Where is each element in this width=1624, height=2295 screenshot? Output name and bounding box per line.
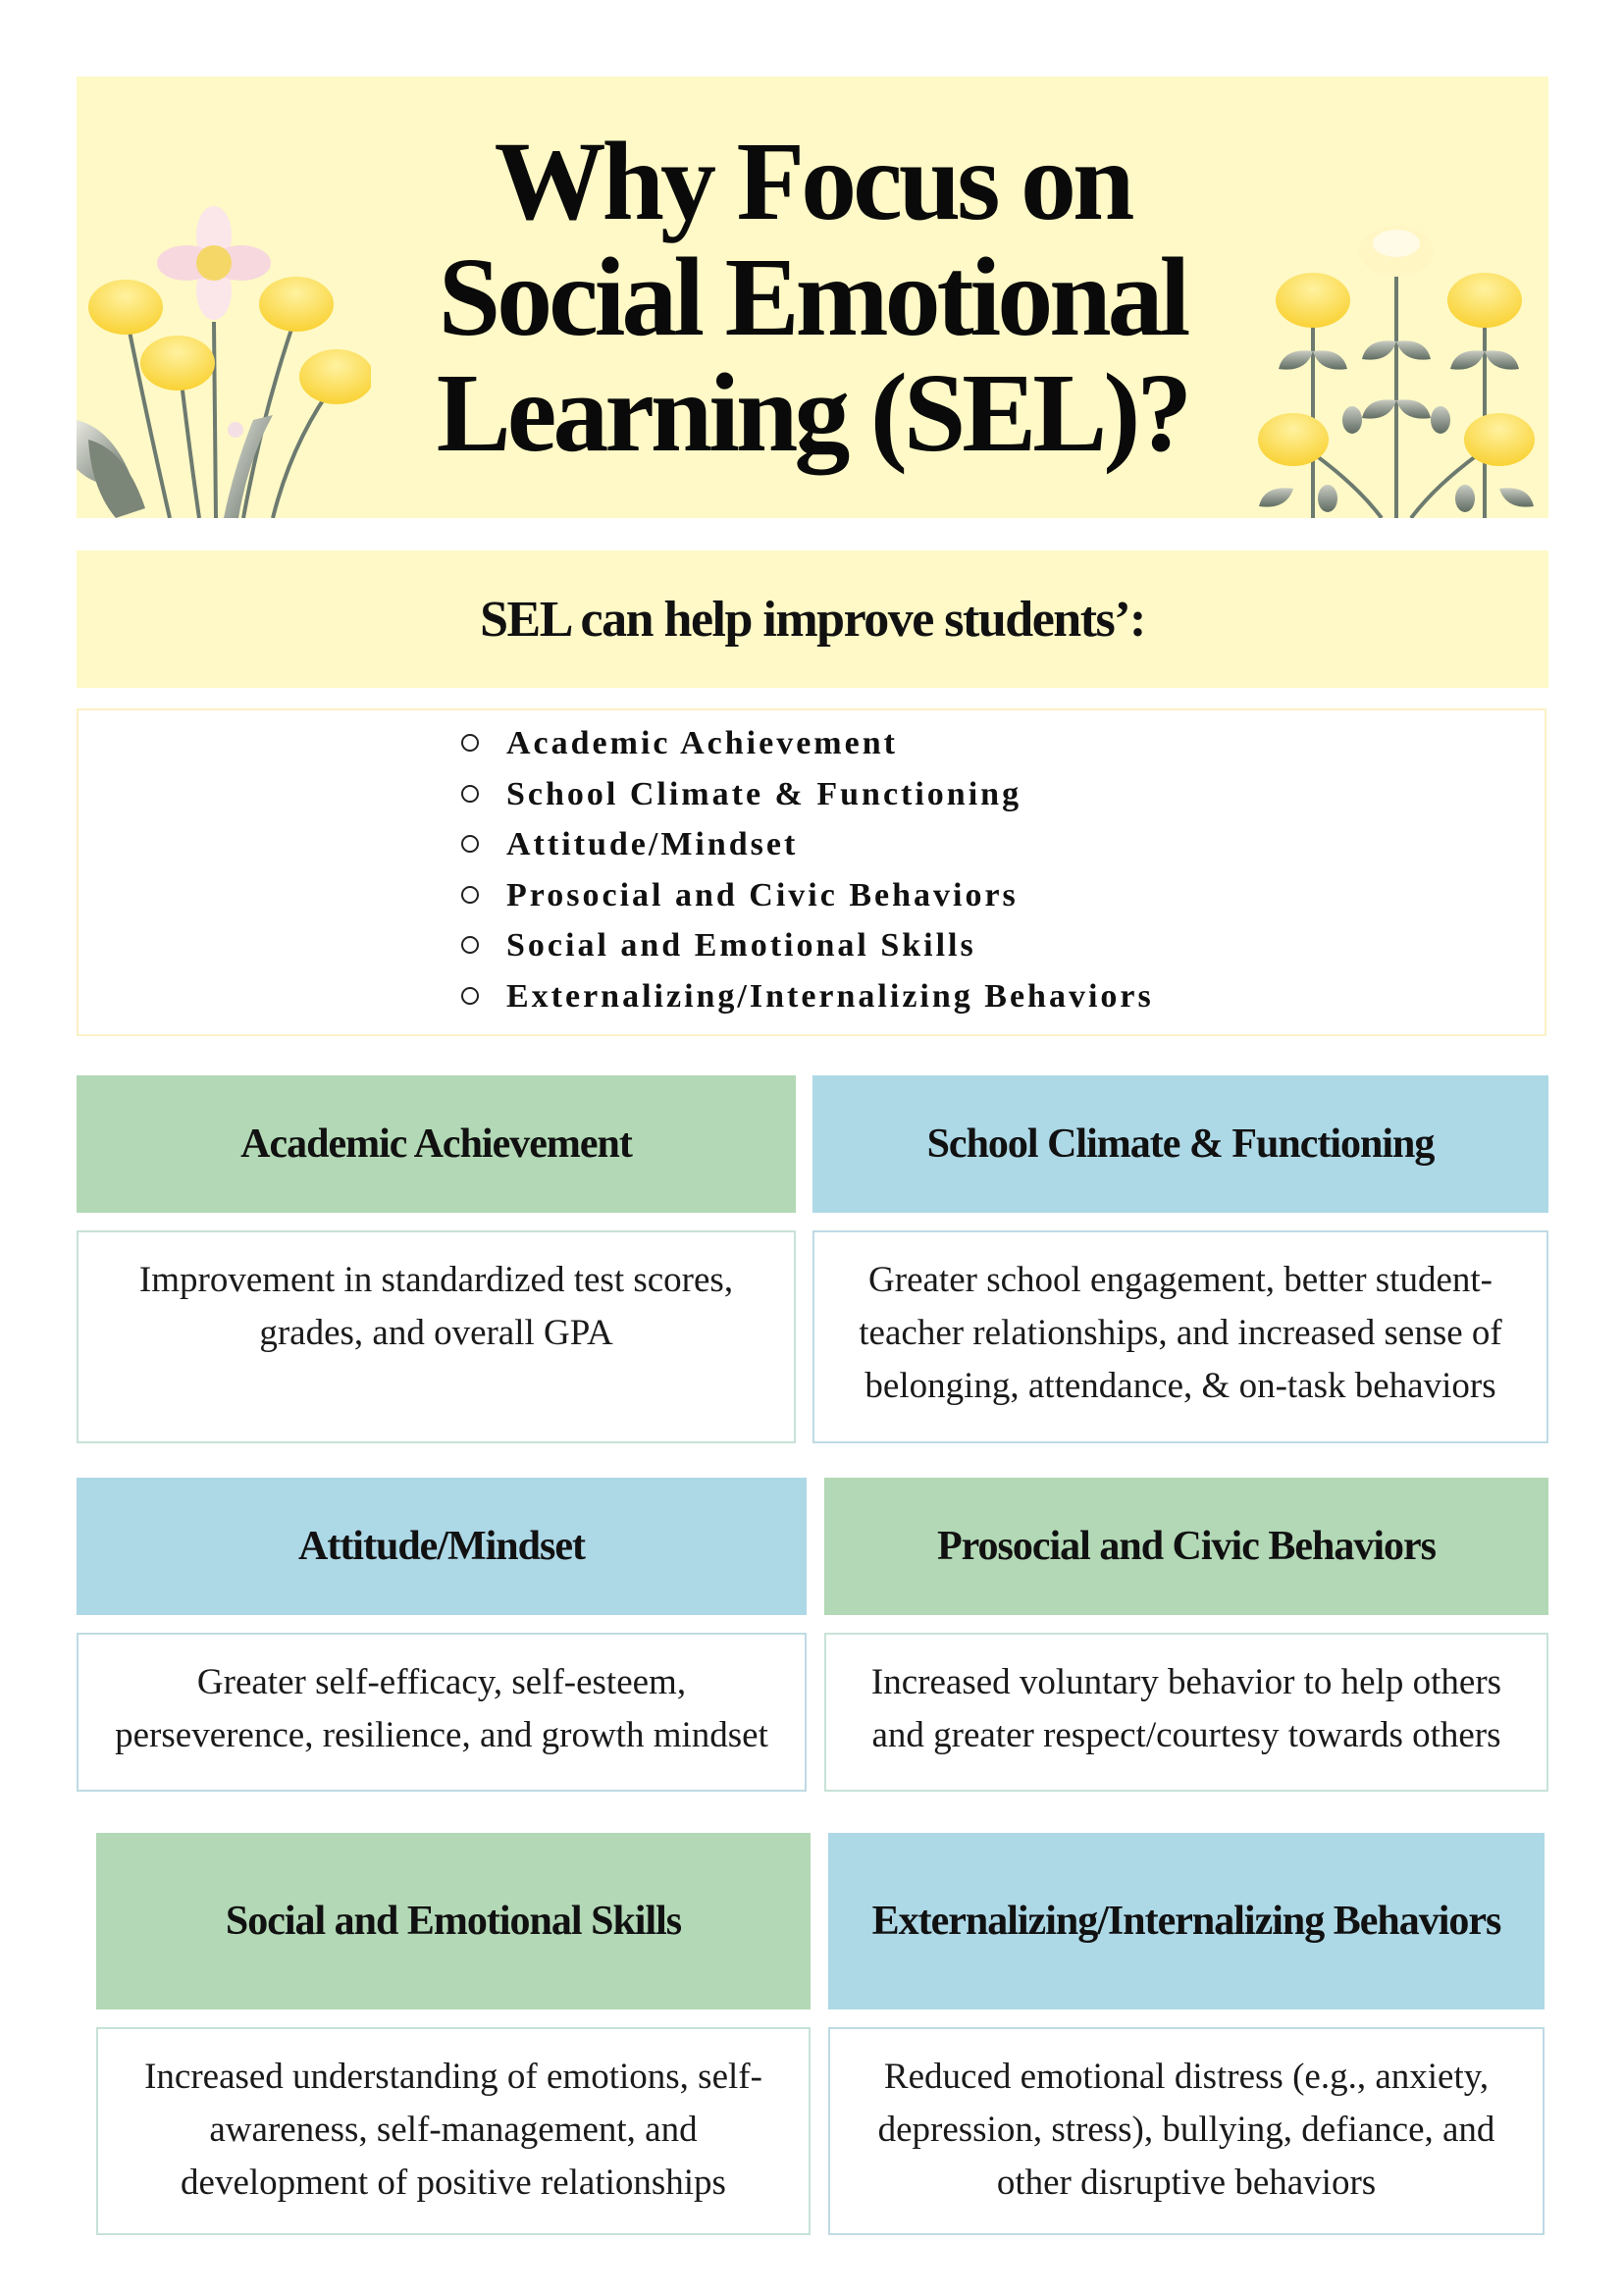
title-line: Social Emotional bbox=[438, 235, 1187, 359]
outcomes-list-box bbox=[77, 708, 1546, 1036]
card-title-externalizing-internalizing: Externalizing/Internalizing Behaviors bbox=[828, 1833, 1545, 2009]
list-item bbox=[461, 769, 1154, 820]
list-item bbox=[461, 920, 1154, 971]
outcomes-list bbox=[461, 718, 1154, 1021]
list-item-label: Externalizing/Internalizing Behaviors bbox=[506, 977, 1154, 1015]
circle-bullet-icon bbox=[461, 734, 479, 752]
circle-bullet-icon bbox=[461, 785, 479, 803]
card-title-social-emotional-skills: Social and Emotional Skills bbox=[96, 1833, 811, 2009]
card-description-attitude-mindset: Greater self-efficacy, self-esteem, perseverence, resilience, and growth mindset bbox=[77, 1633, 807, 1792]
list-item-label: School Climate & Functioning bbox=[506, 775, 1022, 812]
intro-heading: SEL can help improve students’: bbox=[77, 550, 1548, 688]
card-description-academic-achievement: Improvement in standardized test scores, grades, and overall GPA bbox=[77, 1230, 796, 1443]
title-banner bbox=[77, 77, 1548, 518]
list-item bbox=[461, 870, 1154, 921]
card-title-school-climate: School Climate & Functioning bbox=[812, 1075, 1548, 1213]
list-item bbox=[461, 971, 1154, 1022]
title-line: Learning (SEL)? bbox=[436, 350, 1189, 475]
circle-bullet-icon bbox=[461, 936, 479, 954]
list-item bbox=[461, 718, 1154, 769]
list-item bbox=[461, 819, 1154, 870]
card-description-prosocial-civic: Increased voluntary behavior to help others and greater respect/courtesy towards others bbox=[824, 1633, 1548, 1792]
page-title bbox=[371, 119, 1254, 475]
card-title-prosocial-civic: Prosocial and Civic Behaviors bbox=[824, 1478, 1548, 1615]
list-item-label: Prosocial and Civic Behaviors bbox=[506, 876, 1019, 913]
flower-illustration-left-icon bbox=[77, 194, 371, 518]
circle-bullet-icon bbox=[461, 835, 479, 853]
card-description-externalizing-internalizing: Reduced emotional distress (e.g., anxiety, depression, stress), bullying, defiance, and other disruptive behaviors bbox=[828, 2027, 1545, 2235]
card-title-attitude-mindset: Attitude/Mindset bbox=[77, 1478, 807, 1615]
card-title-academic-achievement: Academic Achievement bbox=[77, 1075, 796, 1213]
circle-bullet-icon bbox=[461, 886, 479, 904]
circle-bullet-icon bbox=[461, 987, 479, 1005]
flower-illustration-right-icon bbox=[1254, 194, 1548, 518]
list-item-label: Attitude/Mindset bbox=[506, 826, 799, 862]
list-item-label: Social and Emotional Skills bbox=[506, 927, 976, 964]
card-description-social-emotional-skills: Increased understanding of emotions, self-awareness, self-management, and development of positive relationships bbox=[96, 2027, 811, 2235]
list-item-label: Academic Achievement bbox=[506, 725, 898, 761]
card-description-school-climate: Greater school engagement, better student-teacher relationships, and increased sense of belonging, attendance, & on-task behaviors bbox=[812, 1230, 1548, 1443]
title-line: Why Focus on bbox=[494, 119, 1131, 243]
